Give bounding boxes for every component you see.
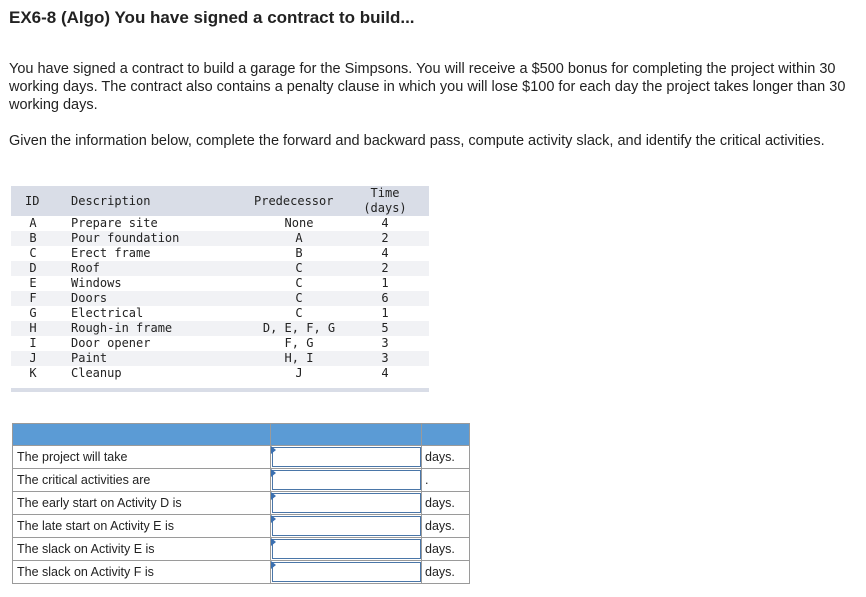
header-predecessor: Predecessor <box>254 194 334 208</box>
activity-description: Electrical <box>71 306 144 320</box>
input-marker-icon <box>271 515 276 523</box>
activity-time: 3 <box>381 336 389 350</box>
answer-input-cell <box>271 492 422 515</box>
input-marker-icon <box>271 561 276 569</box>
input-marker-icon <box>271 538 276 546</box>
activity-predecessor: D, E, F, G <box>262 321 336 335</box>
answer-label: The slack on Activity F is <box>13 561 271 584</box>
answer-unit: days. <box>422 492 470 515</box>
activity-predecessor: None <box>284 216 314 230</box>
activity-description: Paint <box>71 351 108 365</box>
input-marker-icon <box>271 469 276 477</box>
activity-id: C <box>29 246 37 260</box>
activity-row <box>11 231 429 246</box>
answer-input[interactable] <box>272 562 421 582</box>
activity-row <box>11 351 429 366</box>
activity-description: Pour foundation <box>71 231 180 245</box>
input-marker-icon <box>271 492 276 500</box>
activity-time: 3 <box>381 351 389 365</box>
header-id: ID <box>25 194 40 208</box>
answer-input-cell <box>271 446 422 469</box>
answer-label: The late start on Activity E is <box>13 515 271 538</box>
answer-input[interactable] <box>272 470 421 490</box>
activity-predecessor: C <box>295 276 303 290</box>
activity-description: Roof <box>71 261 100 275</box>
answer-label: The early start on Activity D is <box>13 492 271 515</box>
activity-time: 4 <box>381 366 389 380</box>
activity-row <box>11 246 429 261</box>
activity-description: Erect frame <box>71 246 151 260</box>
activity-predecessor: C <box>295 306 303 320</box>
activity-time: 5 <box>381 321 389 335</box>
activity-row <box>11 306 429 321</box>
answer-row <box>13 469 470 492</box>
answer-input[interactable] <box>272 516 421 536</box>
activity-time: 2 <box>381 261 389 275</box>
activity-description: Doors <box>71 291 108 305</box>
activity-predecessor: B <box>295 246 303 260</box>
activity-predecessor: J <box>295 366 303 380</box>
activity-predecessor: C <box>295 261 303 275</box>
answer-input-cell <box>271 538 422 561</box>
activity-time: 2 <box>381 231 389 245</box>
activity-predecessor: H, I <box>284 351 314 365</box>
answer-header-cell-3 <box>422 424 470 446</box>
activity-predecessor: C <box>295 291 303 305</box>
activity-row <box>11 291 429 306</box>
answer-unit: days. <box>422 515 470 538</box>
activity-row <box>11 276 429 291</box>
answer-unit: days. <box>422 561 470 584</box>
activity-time: 4 <box>381 216 389 230</box>
activity-id: I <box>29 336 37 350</box>
page-title: EX6-8 (Algo) You have signed a contract to build... <box>9 8 415 27</box>
answer-input[interactable] <box>272 493 421 513</box>
answer-row <box>13 561 470 584</box>
answer-row <box>13 446 470 469</box>
answer-unit: . <box>422 469 470 492</box>
activity-time: 1 <box>381 306 389 320</box>
answer-input[interactable] <box>272 447 421 467</box>
answer-table <box>12 423 470 584</box>
answer-label: The project will take <box>13 446 271 469</box>
activity-id: H <box>29 321 37 335</box>
activity-id: J <box>29 351 37 365</box>
answer-row <box>13 492 470 515</box>
activity-row <box>11 366 429 381</box>
activity-id: K <box>29 366 37 380</box>
activity-time: 4 <box>381 246 389 260</box>
activity-id: A <box>29 216 37 230</box>
problem-description: You have signed a contract to build a garage for the Simpsons. You will receive a $500 bonus for completing the project within 30 working days. The contract also contains a penalty clause in which you will lose $100 for each day the project takes longer than 30 working days. <box>9 61 846 113</box>
activity-table-body <box>11 216 429 381</box>
header-time-line2: (days) <box>363 201 407 215</box>
answer-input-cell <box>271 469 422 492</box>
answer-row <box>13 515 470 538</box>
activity-description: Door opener <box>71 336 151 350</box>
activity-row <box>11 321 429 336</box>
activity-predecessor: A <box>295 231 303 245</box>
input-marker-icon <box>271 446 276 454</box>
answer-label: The critical activities are <box>13 469 271 492</box>
answer-unit: days. <box>422 446 470 469</box>
activity-id: B <box>29 231 37 245</box>
activity-predecessor: F, G <box>284 336 314 350</box>
answer-unit: days. <box>422 538 470 561</box>
header-description: Description <box>71 194 151 208</box>
activity-time: 6 <box>381 291 389 305</box>
activity-row <box>11 216 429 231</box>
activity-description: Rough-in frame <box>71 321 173 335</box>
activity-table-footer-bar <box>11 388 429 392</box>
activity-description: Cleanup <box>71 366 122 380</box>
answer-header-cell-1 <box>13 424 271 446</box>
answer-input[interactable] <box>272 539 421 559</box>
problem-instructions: Given the information below, complete the forward and backward pass, compute activity slack, and identify the critical activities. <box>9 133 825 149</box>
activity-description: Windows <box>71 276 122 290</box>
activity-row <box>11 261 429 276</box>
answer-table-header <box>13 424 470 446</box>
activity-id: D <box>29 261 37 275</box>
answer-label: The slack on Activity E is <box>13 538 271 561</box>
header-time <box>360 186 410 216</box>
activity-description: Prepare site <box>71 216 158 230</box>
answer-row <box>13 538 470 561</box>
activity-table <box>11 186 429 392</box>
activity-table-header <box>11 186 429 216</box>
activity-row <box>11 336 429 351</box>
header-time-line1: Time <box>370 186 400 200</box>
activity-id: F <box>29 291 37 305</box>
answer-header-cell-2 <box>271 424 422 446</box>
answer-input-cell <box>271 561 422 584</box>
activity-time: 1 <box>381 276 389 290</box>
activity-id: E <box>29 276 37 290</box>
activity-id: G <box>29 306 37 320</box>
answer-input-cell <box>271 515 422 538</box>
